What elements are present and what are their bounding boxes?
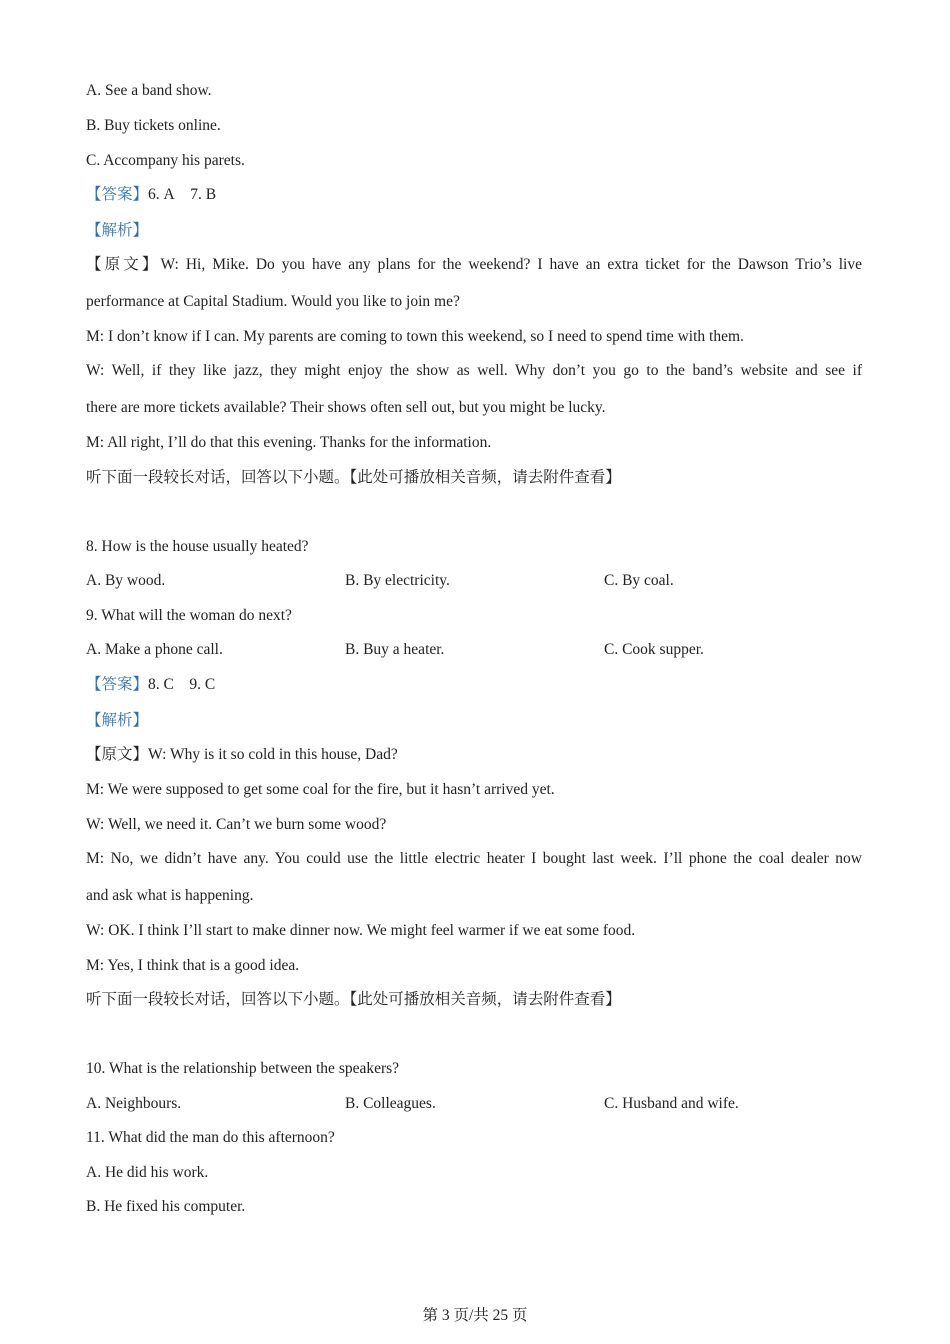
q11-option-b: B. He fixed his computer. (86, 1198, 246, 1215)
transcript-line: M: I don’t know if I can. My parents are coming to town this weekend, so I need to spend time with them. (86, 328, 744, 345)
answer-line-6-7 (86, 185, 216, 205)
answer-line-8-9 (86, 675, 215, 695)
transcript-tag: 【原文】 (86, 746, 149, 763)
q10-option-c: C. Husband and wife. (604, 1095, 739, 1112)
transcript-line: M: No, we didn’t have any. You could use the little electric heater I bought last week. I’ll phone the coal dealer now (86, 850, 862, 867)
answer-tag: 【答案】 (86, 186, 149, 203)
q10-option-b: B. Colleagues. (345, 1095, 436, 1112)
q8-option-a: A. By wood. (86, 572, 166, 589)
transcript-text: W: Hi, Mike. Do you have any plans for the weekend? I have an extra ticket for the Dawson Trio’s live (160, 256, 862, 273)
q11-option-a: A. He did his work. (86, 1164, 209, 1181)
q7-option-c: C. Accompany his parets. (86, 152, 245, 169)
analysis-tag: 【解析】 (86, 222, 149, 239)
transcript-text: W: Why is it so cold in this house, Dad? (148, 746, 398, 763)
listening-instruction: 听下面一段较长对话，回答以下小题。【此处可播放相关音频，请去附件查看】 (86, 991, 621, 1008)
analysis-tag: 【解析】 (86, 712, 149, 729)
listening-instruction: 听下面一段较长对话，回答以下小题。【此处可播放相关音频，请去附件查看】 (86, 469, 621, 486)
answer-text: 6. A 7. B (148, 186, 217, 203)
transcript-line (86, 255, 862, 275)
transcript-line: M: All right, I’ll do that this evening. Thanks for the information. (86, 434, 492, 451)
answer-text: 8. C 9. C (148, 676, 216, 693)
q8-option-c: C. By coal. (604, 572, 674, 589)
transcript-line: and ask what is happening. (86, 887, 254, 904)
q10-option-a: A. Neighbours. (86, 1095, 182, 1112)
q9-option-a: A. Make a phone call. (86, 641, 223, 658)
question-8: 8. How is the house usually heated? (86, 538, 309, 555)
transcript-tag: 【原文】 (86, 256, 161, 273)
question-9: 9. What will the woman do next? (86, 607, 292, 624)
transcript-line: M: We were supposed to get some coal for the fire, but it hasn’t arrived yet. (86, 781, 555, 798)
q7-option-a: A. See a band show. (86, 82, 212, 99)
answer-tag: 【答案】 (86, 676, 149, 693)
page-footer: 第 3 页/共 25 页 (422, 1307, 528, 1324)
question-11: 11. What did the man do this afternoon? (86, 1129, 335, 1146)
q9-option-b: B. Buy a heater. (345, 641, 445, 658)
transcript-line: there are more tickets available? Their shows often sell out, but you might be lucky. (86, 399, 606, 416)
transcript-line: W: Well, we need it. Can’t we burn some wood? (86, 816, 387, 833)
transcript-line: W: OK. I think I’ll start to make dinner now. We might feel warmer if we eat some food. (86, 922, 636, 939)
q9-option-c: C. Cook supper. (604, 641, 704, 658)
transcript-line: W: Well, if they like jazz, they might enjoy the show as well. Why don’t you go to the band’s website and see if (86, 362, 862, 379)
transcript-line (86, 745, 398, 765)
question-10: 10. What is the relationship between the speakers? (86, 1060, 400, 1077)
q8-option-b: B. By electricity. (345, 572, 450, 589)
q7-option-b: B. Buy tickets online. (86, 117, 221, 134)
transcript-line: performance at Capital Stadium. Would you like to join me? (86, 293, 460, 310)
transcript-line: M: Yes, I think that is a good idea. (86, 957, 300, 974)
